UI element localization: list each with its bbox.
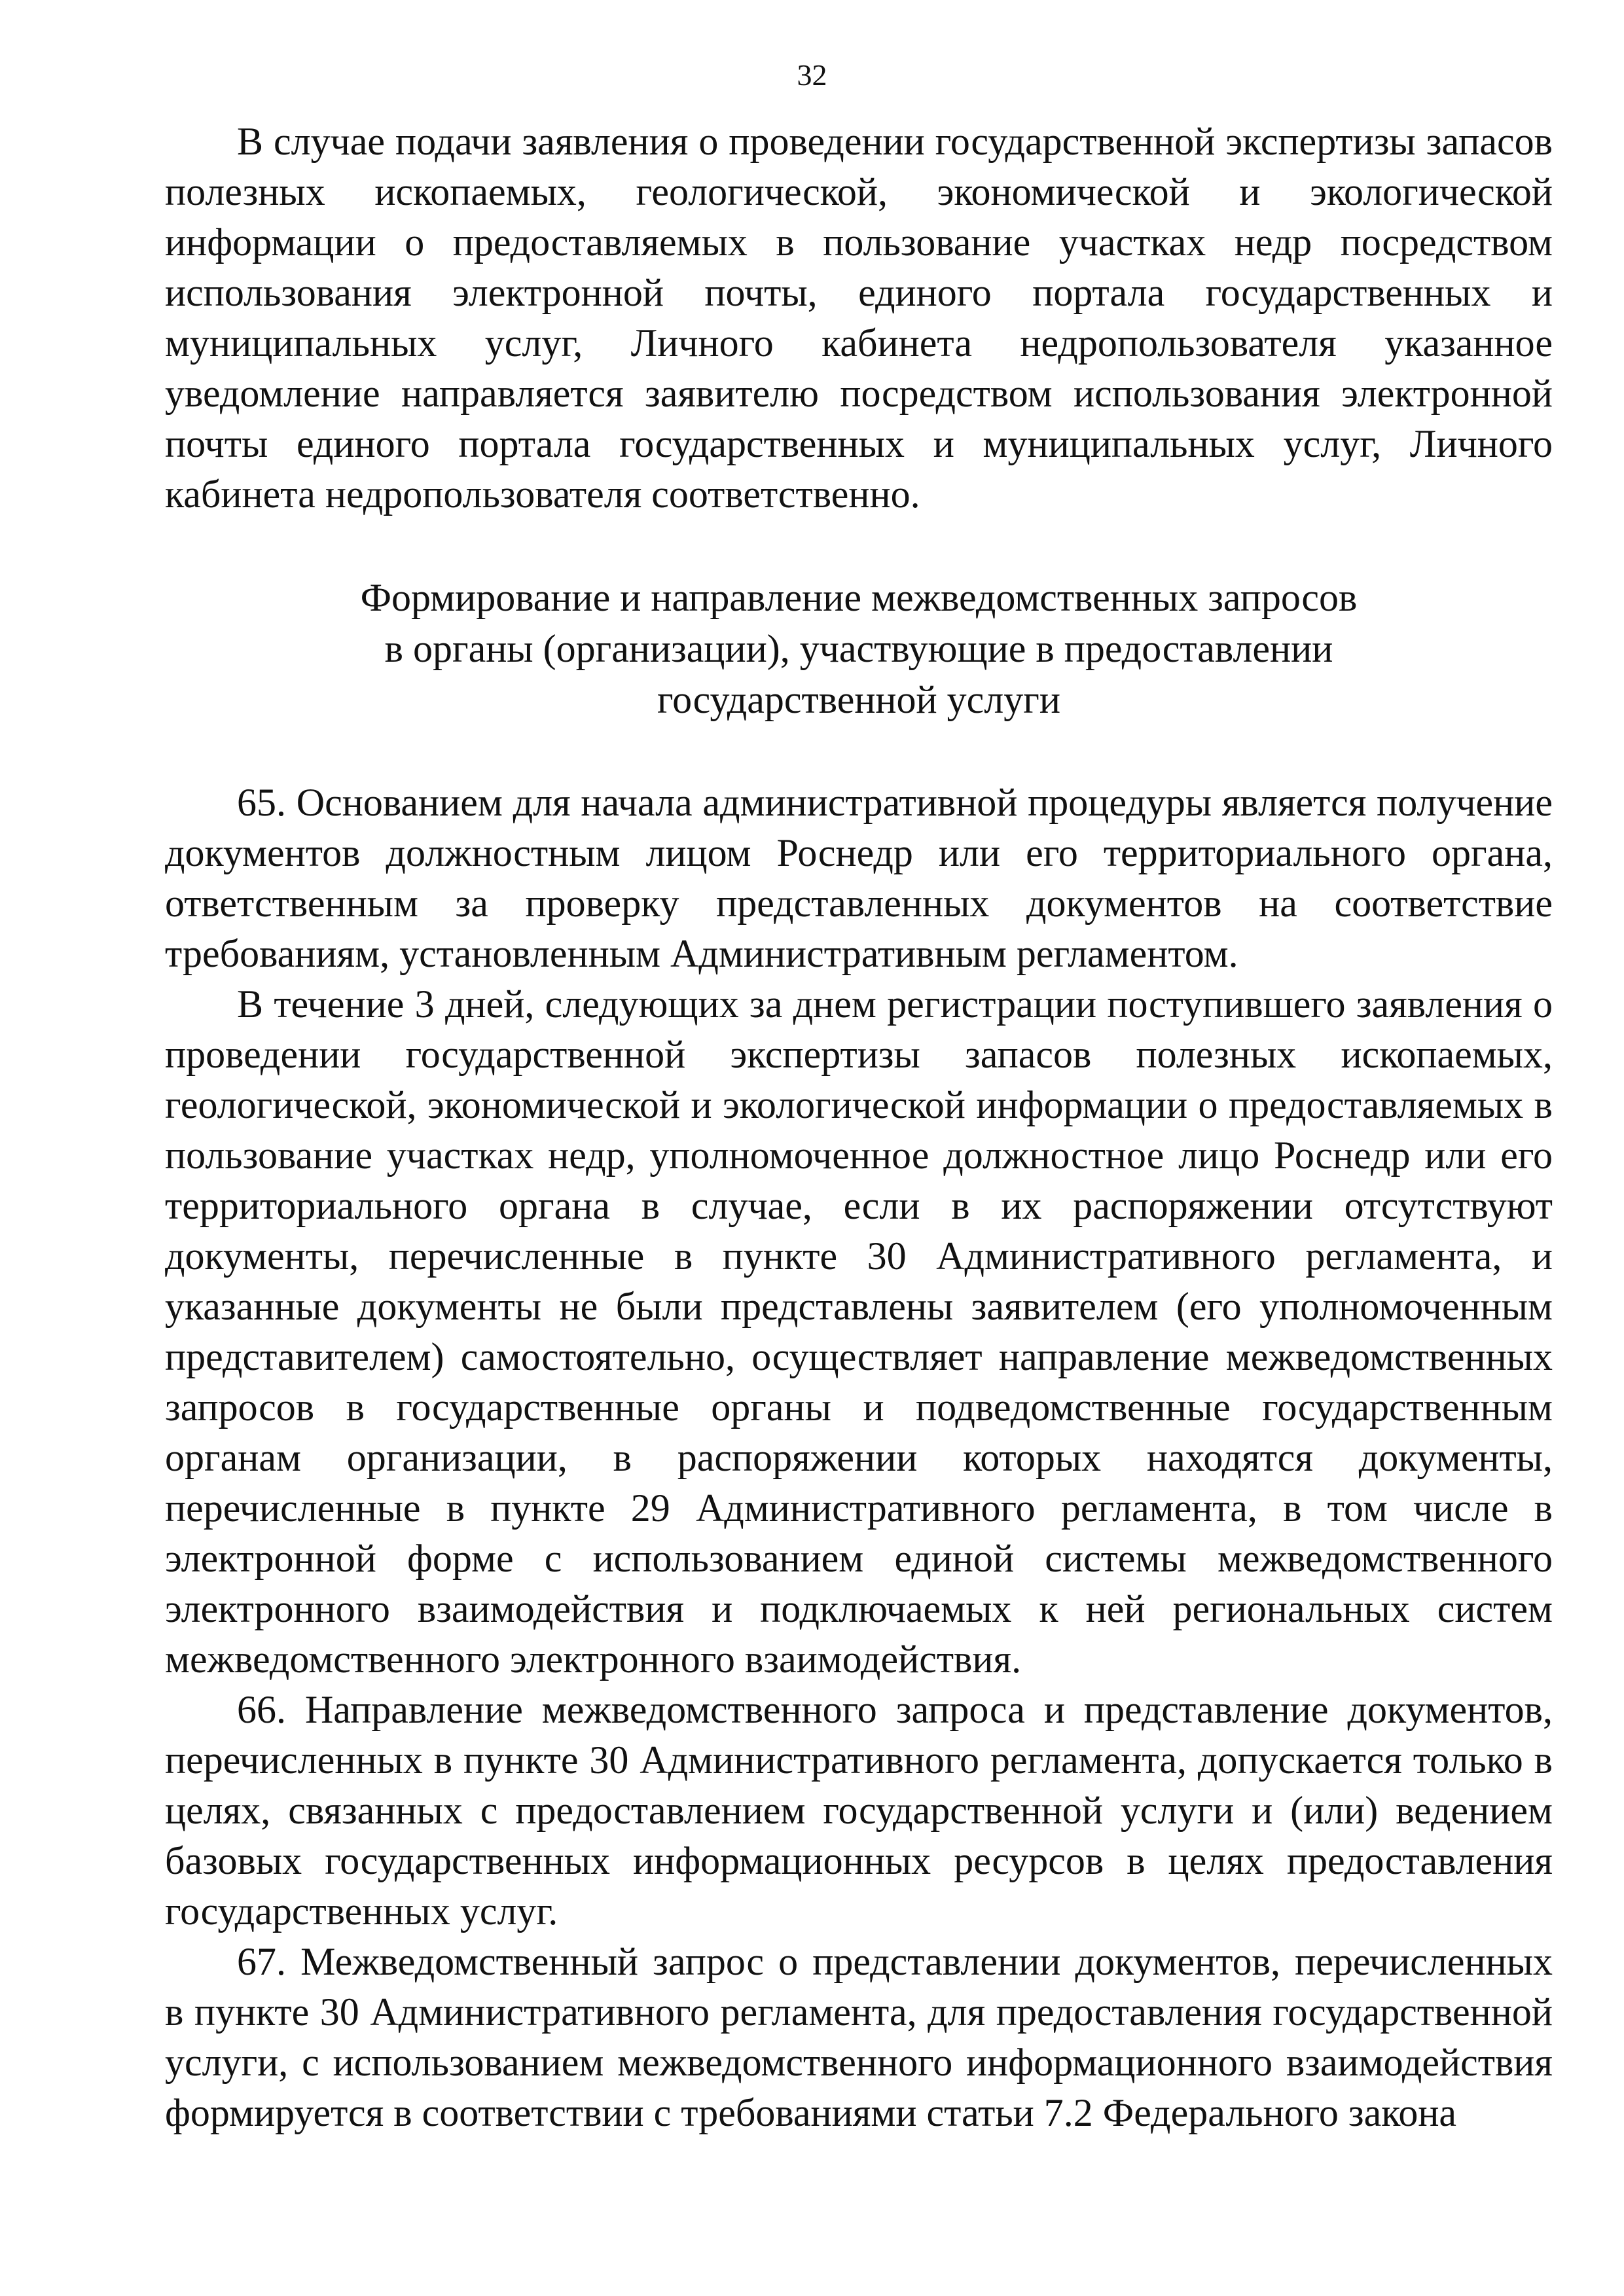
section-heading-line-3: государственной услуги	[657, 678, 1060, 721]
paragraph-65: 65. Основанием для начала административной процедуры является получение документов должностным лицом Роснедр или его территориального органа, ответственным за проверку представленных документов на соответствие требованиям, установленным Административным регламентом.	[165, 781, 1553, 975]
paragraph-67: 67. Межведомственный запрос о представлении документов, перечисленных в пункте 30 Административного регламента, для предоставления государственной услуги, с использованием межведомственного информационного взаимодействия формируется в соответствии с требованиями статьи 7.2 Федерального закона	[165, 1940, 1553, 2134]
section-heading	[165, 572, 1553, 725]
page-number: 32	[797, 58, 827, 92]
paragraph-66: 66. Направление межведомственного запроса и представление документов, перечисленных в пункте 30 Административного регламента, допускается только в целях, связанных с предоставлением государственной услуги и (или) ведением базовых государственных информационных ресурсов в целях предоставления государственных услуг.	[165, 1688, 1553, 1933]
intro-paragraph: В случае подачи заявления о проведении государственной экспертизы запасов полезных ископаемых, геологической, экономической и экологической информации о предоставляемых в пользование участках недр посредством использования электронной почты, единого портала государственных и муниципальных услуг, Личного кабинета недропользователя указанное уведомление направляется заявителю посредством использования электронной почты единого портала государственных и муниципальных услуг, Личного кабинета недропользователя соответственно.	[165, 120, 1553, 516]
section-heading-line-2: в органы (организации), участвующие в предоставлении	[384, 627, 1333, 670]
page-body	[165, 117, 1553, 2138]
paragraph-65-continued: В течение 3 дней, следующих за днем регистрации поступившего заявления о проведении государственной экспертизы запасов полезных ископаемых, геологической, экономической и экологической информации о предоставляемых в пользование участках недр, уполномоченное должностное лицо Роснедр или его территориального органа в случае, если в их распоряжении отсутствуют документы, перечисленные в пункте 30 Административного регламента, и указанные документы не были представлены заявителем (его уполномоченным представителем) самостоятельно, осуществляет направление межведомственных запросов в государственные органы и подведомственные государственным органам организации, в распоряжении которых находятся документы, перечисленные в пункте 29 Административного регламента, в том числе в электронной форме с использованием единой системы межведомственного электронного взаимодействия и подключаемых к ней региональных систем межведомственного электронного взаимодействия.	[165, 982, 1553, 1681]
section-heading-line-1: Формирование и направление межведомственных запросов	[360, 576, 1358, 619]
